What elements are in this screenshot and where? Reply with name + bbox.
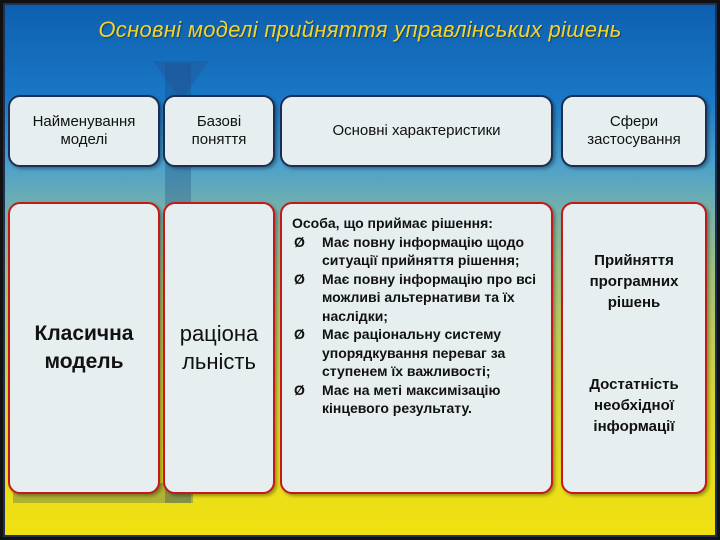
characteristic-text: Має раціональну систему упорядкування переваг за ступенем їх важливості; xyxy=(322,326,506,379)
list-item xyxy=(292,270,541,326)
list-item xyxy=(292,381,541,418)
header-model-name xyxy=(8,95,160,167)
header-main-characteristics-label: Основні характеристики xyxy=(332,122,501,139)
header-main-characteristics xyxy=(280,95,553,167)
application-area: Прийняття програмних рішень xyxy=(589,252,679,311)
header-application-areas xyxy=(561,95,707,167)
model-name: Класична модель xyxy=(34,322,134,373)
application-area: Достатність необхідної інформації xyxy=(589,376,679,435)
characteristics-intro: Особа, що приймає рішення: xyxy=(292,215,493,231)
concept-cell xyxy=(163,202,275,494)
header-basic-concepts xyxy=(163,95,275,167)
characteristic-text: Має на меті максимізацію кінцевого результату. xyxy=(322,381,501,416)
model-cell xyxy=(8,202,160,494)
header-model-name-label: Найменування моделі xyxy=(32,113,136,148)
slide xyxy=(3,3,717,537)
application-areas-cell xyxy=(561,202,707,494)
arrow-bullet-icon: Ø xyxy=(294,381,305,398)
characteristic-text: Має повну інформацію про всі можливі альтернативи та їх наслідки; xyxy=(322,270,536,324)
header-basic-concepts-label: Базові поняття xyxy=(191,113,247,148)
arrow-bullet-icon: Ø xyxy=(294,326,305,342)
characteristic-text: Має повну інформацію щодо ситуації прийняття рішення; xyxy=(322,233,525,268)
arrow-bullet-icon: Ø xyxy=(294,270,305,287)
slide-title: Основні моделі прийняття управлінських рішень xyxy=(98,17,622,42)
characteristics-content xyxy=(292,214,541,418)
concept-name: раціона льність xyxy=(179,321,259,374)
characteristics-cell xyxy=(280,202,553,494)
characteristics-list xyxy=(292,233,541,418)
arrow-bullet-icon: Ø xyxy=(294,233,305,250)
list-item xyxy=(292,233,541,270)
header-application-areas-label: Сфери застосування xyxy=(587,113,681,148)
list-item xyxy=(292,325,541,381)
